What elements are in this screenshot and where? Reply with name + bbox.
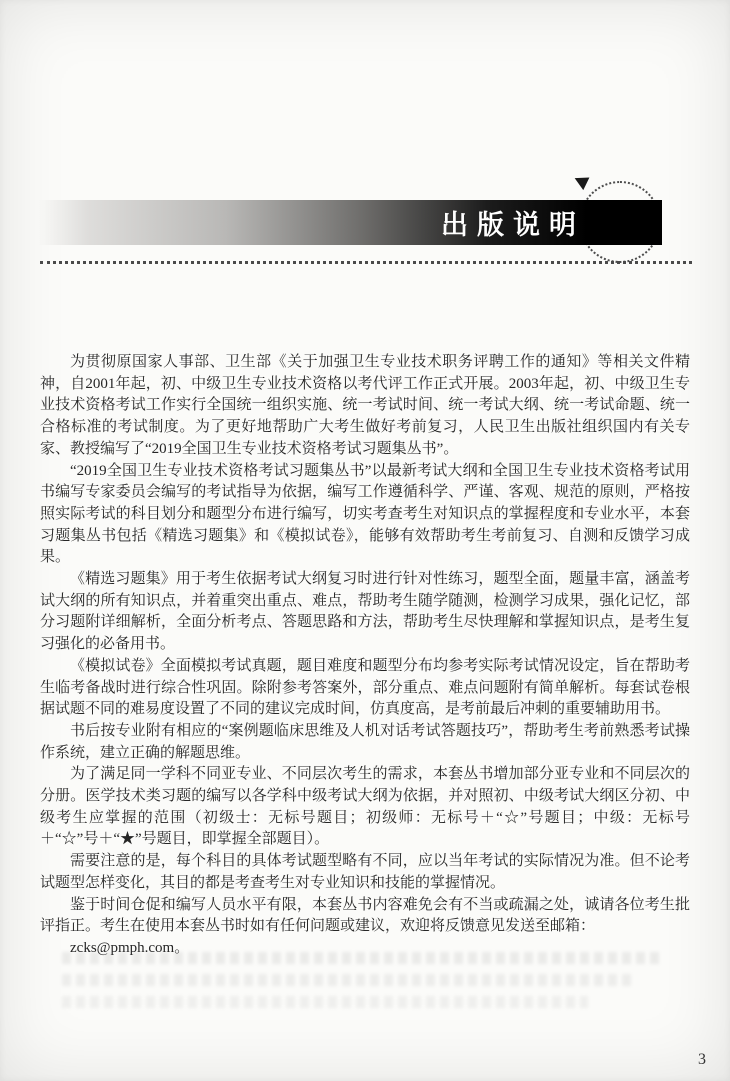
title-banner [38,198,694,298]
paragraph: 需要注意的是，每个科目的具体考试题型略有不同，应以当年考试的实际情况为准。但不论考试题型怎样变化，其目的都是考查考生对专业知识和技能的掌握情况。 [40,853,690,891]
body-text [40,352,690,960]
dotted-divider [40,261,692,264]
page-title: 出版说明 [441,210,585,240]
page-number: 3 [698,1051,706,1068]
paragraph: “2019全国卫生专业技术资格考试习题集丛书”以最新考试大纲和全国卫生专业技术资格考试用书编写专家委员会编写的考试指导为依据，编写工作遵循科学、严谨、客观、规范的原则，严格按照实际考试的科目划分和题型分布进行编写，切实考查考生对知识点的掌握程度和专业水平，本套习题集丛书包括《精选习题集》和《模拟试卷》，能够有效帮助考生考前复习、自测和反馈学习成果。 [40,462,690,566]
paragraph: 为贯彻原国家人事部、卫生部《关于加强卫生专业技术职务评聘工作的通知》等相关文件精神，自2001年起，初、中级卫生专业技术资格以考代评工作正式开展。2003年起，初、中级卫生专业技术资格考试工作实行全国统一组织实施、统一考试时间、统一考试大纲、统一考试命题、统一合格标准的考试制度。为了更好地帮助广大考生做好考前复习，人民卫生出版社组织国内有关专家、教授编写了“2019全国卫生专业技术资格考试习题集丛书”。 [40,354,690,457]
bleed-row [62,996,588,1008]
paragraph: 鉴于时间仓促和编写人员水平有限，本套丛书内容难免会有不当或疏漏之处，诚请各位考生批评指正。考生在使用本套丛书时如有任何问题或建议，欢迎将反馈意见发送至邮箱： [40,896,690,935]
title-banner-bar [38,200,662,245]
paragraph: 为了满足同一学科不同亚专业、不同层次考生的需求，本套丛书增加部分亚专业和不同层次的分册。医学技术类习题的编写以各学科中级考试大纲为依据，并对照初、中级考试大纲区分初、中级考生应掌握的范围（初级士：无标号题目；初级师：无标号＋“☆”号题目；中级：无标号＋“☆”号＋“★”号题目，即掌握全部题目）。 [40,766,690,848]
paragraph: 书后按专业附有相应的“案例题临床思维及人机对话考试答题技巧”，帮助考生考前熟悉考试操作系统，建立正确的解题思维。 [40,722,690,761]
bleed-row [62,974,636,986]
email-line: zcks@pmph.com。 [70,939,190,956]
paragraph: 《精选习题集》用于考生依据考试大纲复习时进行针对性练习，题型全面，题量丰富，涵盖考试大纲的所有知识点，并着重突出重点、难点，帮助考生随学随测，检测学习成果，强化记忆，部分习题附详细解析，全面分析考点、答题思路和方法，帮助考生尽快理解和掌握知识点，是考生复习强化的必备用书。 [40,571,690,653]
arrow-icon [572,172,590,190]
page-bleed-through [62,952,660,1018]
paragraph: 《模拟试卷》全面模拟考试真题，题目难度和题型分布均参考实际考试情况设定，旨在帮助考生临考备战时进行综合性巩固。除附参考答案外，部分重点、难点问题附有简单解析。每套试卷根据试题不同的难易度设置了不同的建议完成时间，仿真度高，是考前最后冲刺的重要辅助用书。 [40,657,690,718]
